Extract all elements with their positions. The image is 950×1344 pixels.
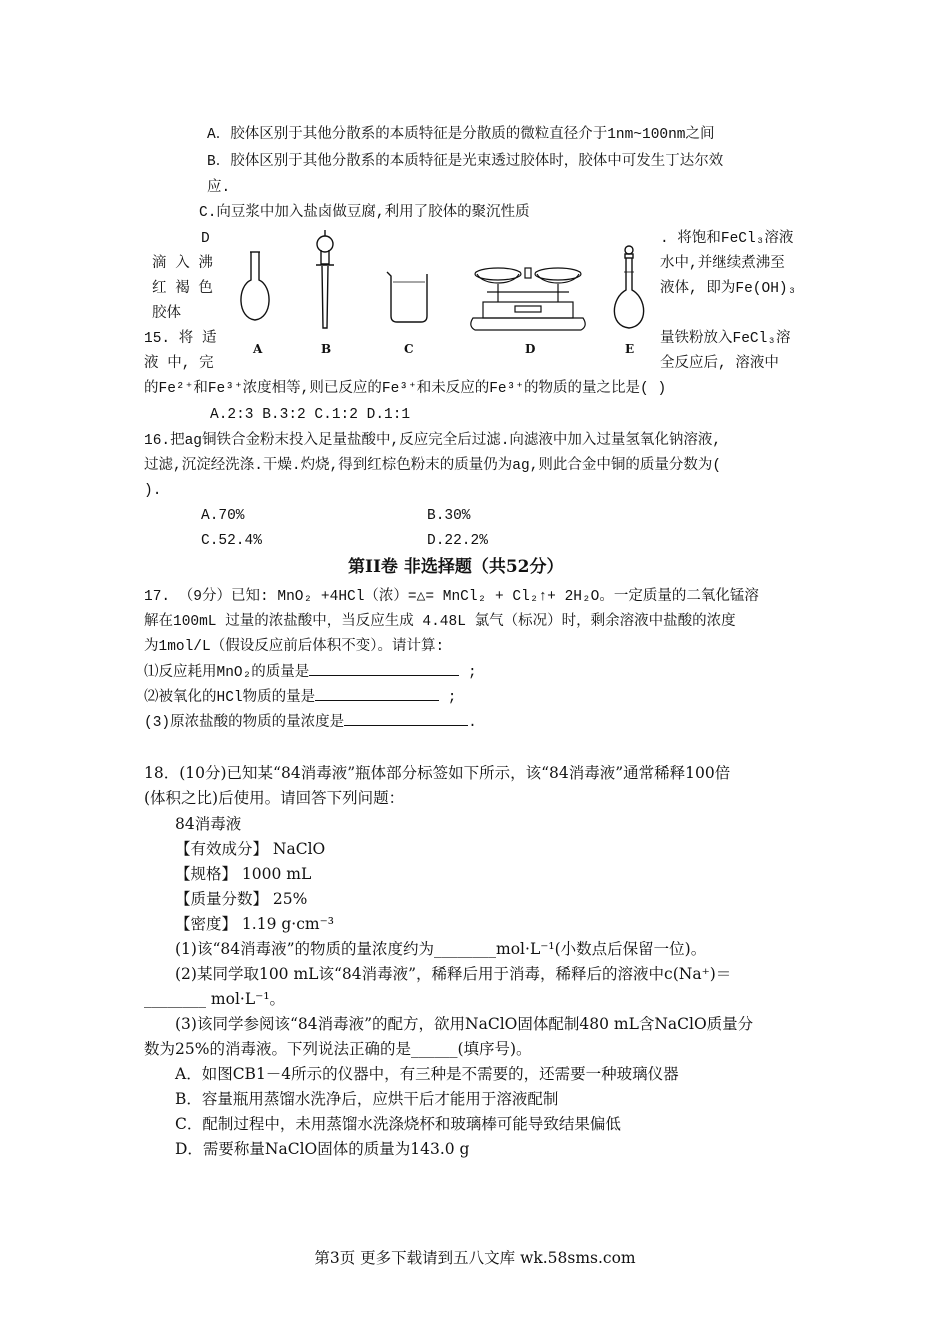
q14-option-d-right1: . 将饱和FeCl₃溶液: [660, 231, 794, 247]
q17-part3-end: .: [468, 715, 477, 731]
q15-line1-right: 量铁粉放入FeCl₃溶: [660, 331, 791, 347]
q17-line1: 17. （9分）已知: MnO₂ +4HCl（浓）=△= MnCl₂ + Cl₂↑+ 2H₂O。一定质量的二氧化锰溶: [144, 589, 759, 605]
q17-line2: 解在100mL 过量的浓盐酸中，当反应生成 4.48L 氯气（标况）时，剩余溶液中盐酸的浓度: [144, 614, 736, 630]
q14-option-d-left1: 滴 入 沸: [152, 256, 213, 272]
q16-option-b: B.30%: [427, 508, 471, 524]
q14-option-d-label: D: [201, 231, 210, 247]
figure-label-b: B: [321, 342, 332, 356]
q17-part3: [144, 711, 477, 734]
q17-part3-text: (3)原浓盐酸的物质的量浓度是: [144, 715, 345, 731]
q17-part2-text: ⑵被氧化的HCl物质的量是: [144, 690, 316, 706]
figure-label-e: E: [625, 342, 635, 356]
volumetric-flask-icon: [614, 246, 643, 328]
lab-apparatus-figure: [225, 228, 647, 364]
q18-option-c: C．配制过程中，未用蒸馏水洗涤烧杯和玻璃棒可能导致结果偏低: [175, 1115, 621, 1133]
balance-scale-icon: [471, 268, 585, 330]
beaker-icon: [387, 272, 427, 322]
q16-line3: ).: [144, 483, 162, 499]
q18-label-mass-fraction: 【质量分数】 25%: [175, 890, 308, 908]
q16-line1: 16.把ag铜铁合金粉末投入足量盐酸中,反应完全后过滤.向滤液中加入过量氢氧化钠溶液,: [144, 433, 722, 449]
section-title: 第II卷 非选择题（共52分）: [348, 557, 564, 577]
round-bottom-flask-icon: [241, 252, 269, 320]
q17-part2: [144, 686, 457, 709]
q16-option-d: D.22.2%: [427, 533, 488, 549]
q17-part1-blank[interactable]: [309, 661, 459, 676]
separatory-funnel-icon: [316, 230, 334, 328]
q18-option-b: B．容量瓶用蒸馏水洗净后，应烘干后才能用于溶液配制: [175, 1090, 559, 1108]
q14-option-d-left3: 胶体: [152, 306, 181, 322]
q17-part1: [144, 661, 477, 684]
figure-label-d: D: [525, 342, 536, 356]
q14-option-d-right3: 液体, 即为Fe(OH)₃: [660, 281, 797, 297]
q17-part2-end: ;: [439, 690, 457, 706]
figure-label-c: C: [404, 342, 414, 356]
q18-sub2-line2: ________ mol·L⁻¹。: [144, 990, 286, 1008]
q14-option-a: A．胶体区别于其他分散系的本质特征是分散质的微粒直径介于1nm~100nm之间: [207, 127, 715, 143]
q18-sub2-line1: (2)某同学取100 mL该“84消毒液”，稀释后用于消毒，稀释后的溶液中c(Na⁺)＝: [175, 965, 732, 983]
q14-option-b-line1: B．胶体区别于其他分散系的本质特征是光束透过胶体时，胶体中可发生丁达尔效: [207, 154, 724, 170]
q18-label-density: 【密度】 1.19 g·cm⁻³: [175, 915, 334, 933]
q17-part3-blank[interactable]: [344, 711, 468, 726]
q15-line3: 的Fe²⁺和Fe³⁺浓度相等,则已反应的Fe³⁺和未反应的Fe³⁺的物质的量之比是( ): [144, 381, 667, 397]
q16-option-c: C.52.4%: [201, 533, 262, 549]
q17-part1-text: ⑴反应耗用MnO₂的质量是: [144, 665, 310, 681]
q14-option-b-line2: 应.: [207, 180, 231, 196]
q17-part2-blank[interactable]: [315, 686, 439, 701]
q18-sub3-line2: 数为25%的消毒液。下列说法正确的是______(填序号)。: [144, 1040, 532, 1058]
q14-option-c: C.向豆浆中加入盐卤做豆腐,利用了胶体的聚沉性质: [199, 205, 530, 221]
figure-label-a: A: [253, 342, 263, 356]
q18-sub1: (1)该“84消毒液”的物质的量浓度约为________mol·L⁻¹(小数点后保留一位)。: [175, 940, 707, 958]
q16-option-a: A.70%: [201, 508, 245, 524]
q18-sub3-line1: (3)该同学参阅该“84消毒液”的配方，欲用NaClO固体配制480 mL含NaClO质量分: [175, 1015, 754, 1033]
q15-line2-left: 液 中, 完: [144, 356, 214, 372]
q18-label-title: 84消毒液: [175, 815, 242, 833]
q18-label-volume: 【规格】 1000 mL: [175, 865, 312, 883]
q18-label-ingredient: 【有效成分】 NaClO: [175, 840, 326, 858]
q17-part1-end: ;: [459, 665, 477, 681]
q18-option-a: A．如图CB1－4所示的仪器中，有三种是不需要的，还需要一种玻璃仪器: [175, 1065, 679, 1083]
q18-line2: (体积之比)后使用。请回答下列问题：: [144, 789, 405, 807]
q17-line3: 为1mol/L（假设反应前后体积不变）。请计算:: [144, 639, 445, 655]
q15-line1-left: 15. 将 适: [144, 331, 217, 347]
q14-option-d-left2: 红 褐 色: [152, 281, 213, 297]
q16-line2: 过滤,沉淀经洗涤.干燥.灼烧,得到红棕色粉末的质量仍为ag,则此合金中铜的质量分数为(: [144, 458, 722, 474]
q15-line2-right: 全反应后, 溶液中: [660, 356, 779, 372]
page-footer: 第3页 更多下载请到五八文库 wk.58sms.com: [314, 1249, 636, 1267]
q14-option-d-right2: 水中,并继续煮沸至: [660, 256, 785, 272]
q18-option-d: D．需要称量NaClO固体的质量为143.0 g: [175, 1140, 470, 1158]
q18-line1: 18．(10分)已知某“84消毒液”瓶体部分标签如下所示，该“84消毒液”通常稀释100倍: [144, 764, 731, 782]
q15-options: A.2:3 B.3:2 C.1:2 D.1:1: [210, 407, 411, 423]
